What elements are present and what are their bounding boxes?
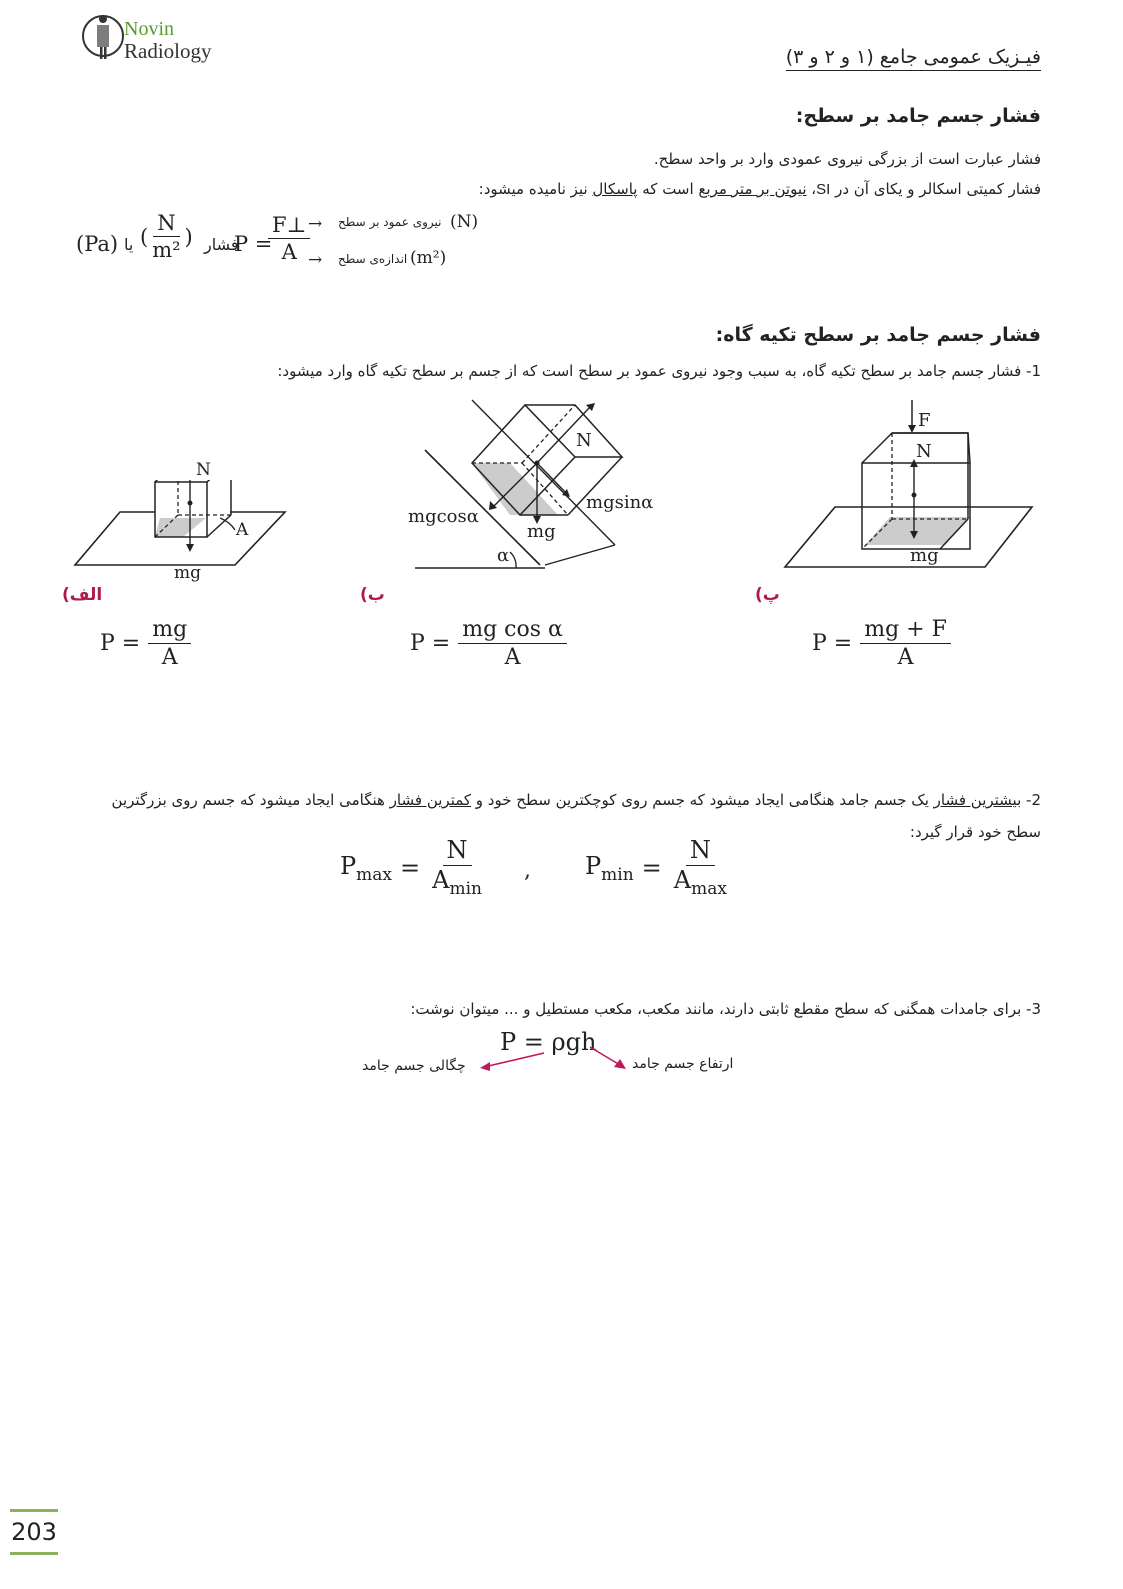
rho-arrows <box>478 1043 638 1083</box>
f-den: A <box>161 645 178 671</box>
page-number: 203 <box>10 1509 58 1555</box>
fig-pe-F: F <box>918 410 931 431</box>
logo-line1: Novin <box>124 18 174 40</box>
section1-title: فشار جسم جامد بر سطح: <box>795 105 1041 127</box>
force-unit: (N) <box>450 212 479 232</box>
min-pressure-term: کمترین فشار <box>389 791 472 809</box>
unit-num: N <box>153 212 179 237</box>
logo <box>80 10 230 66</box>
fig-alef-N: N <box>196 460 211 480</box>
contact-area <box>155 518 206 537</box>
fig-pe-formula <box>812 618 951 669</box>
fig-be-label: ب) <box>360 585 385 605</box>
fig-alef-label: الف) <box>62 585 103 605</box>
fashar-word: فشار <box>204 235 239 254</box>
max-pressure-term: بیشترین فشار <box>933 791 1022 809</box>
fig-alef-A: A <box>236 520 249 540</box>
pascal-term: پاسکال <box>592 180 638 198</box>
pmin-lhs: $P_{min}$ <box>585 852 634 885</box>
f-num: mg + F <box>860 618 951 644</box>
logo-emblem-icon <box>80 10 126 64</box>
item2-line2: سطح خود قرار گیرد: <box>909 823 1041 841</box>
pmax-formula <box>340 838 486 899</box>
arrow-icon: → <box>308 214 323 234</box>
si-label: SI <box>816 181 831 198</box>
line2-part-c: است که <box>637 180 699 198</box>
f-lhs: P = <box>812 631 853 657</box>
area-desc: اندازه‌ی سطح <box>338 252 408 266</box>
fig-be-N: N <box>576 430 592 451</box>
section1-line2 <box>479 180 1041 198</box>
item2-text <box>81 784 1041 848</box>
ya-word: یا <box>124 235 134 254</box>
fig-be-formula <box>410 618 567 669</box>
pmin-num: N <box>686 838 715 866</box>
fig-alef-mg: mg <box>174 563 202 583</box>
pmax-den: $A_{min}$ <box>432 866 482 899</box>
fig-be-mgsin: mgsinα <box>586 492 654 513</box>
rho-gh-formula: P = ρgh <box>500 1028 597 1056</box>
f-num: mg <box>148 618 191 644</box>
fig-be-alpha: α <box>497 545 510 566</box>
item2-part-b: یک جسم جامد هنگامی ایجاد میشود که جسم روی کوچکترین سطح خود و <box>471 791 934 809</box>
p-equals: P = <box>234 232 273 256</box>
fig-pe-N: N <box>916 441 932 462</box>
item2-num: 2- <box>1021 791 1041 809</box>
line2-part-a: فشار کمیتی اسکالر و یکای آن در <box>830 180 1041 198</box>
item1-text: 1- فشار جسم جامد بر سطح تکیه گاه، به سبب وجود نیروی عمود بر سطح است که از جسم بر سطح تکیه گاه وارد میشود: <box>277 362 1041 380</box>
section1-line1: فشار عبارت است از بزرگی نیروی عمودی وارد بر واحد سطح. <box>653 150 1041 168</box>
area-unit: (m²) <box>410 248 447 268</box>
h-label: ارتفاع جسم جامد <box>632 1056 734 1072</box>
fig-be-mg: mg <box>527 521 556 542</box>
f-den: A <box>897 645 914 671</box>
fig-alef-formula <box>100 618 191 669</box>
section2-title: فشار جسم جامد بر سطح تکیه گاه: <box>715 324 1041 346</box>
formula-separator: , <box>524 858 531 883</box>
book-title: فیـزیک عمومی جامع (۱ و ۲ و ۳) <box>786 46 1041 71</box>
force-area-fraction <box>268 214 310 263</box>
pmax-lhs: $P_{max}$ <box>340 852 392 885</box>
a-denom: A <box>281 240 297 265</box>
f-lhs: P = <box>410 631 451 657</box>
item3-text: 3- برای جامدات همگنی که سطح مقطع ثابتی دارند، مانند مکعب، مکعب مستطیل و ... میتوان نوشت: <box>410 1000 1041 1018</box>
f-den: A <box>504 645 521 671</box>
item2-part-c: هنگامی ایجاد میشود که جسم روی بزرگترین <box>111 791 390 809</box>
line2-part-b: ، <box>806 180 817 198</box>
pmax-eq: = <box>400 854 421 883</box>
unit-newton-per-m2: نیوتن بر متر مربع <box>698 180 807 198</box>
figure-be-diagram <box>400 395 660 575</box>
fig-be-mgcos: mgcosα <box>408 506 479 527</box>
unit-den: m² <box>152 238 181 263</box>
f-num: mg cos α <box>458 618 567 644</box>
fig-pe-label: پ) <box>755 585 780 605</box>
pressure-definition-formula <box>76 210 496 280</box>
rho-label: چگالی جسم جامد <box>362 1058 466 1074</box>
force-desc: نیروی عمود بر سطح <box>338 215 442 229</box>
f-lhs: P = <box>100 631 141 657</box>
fig-pe-mg: mg <box>910 545 939 566</box>
f-perp: F⊥ <box>268 214 310 239</box>
arrow-icon: → <box>308 250 323 270</box>
line2-part-d: نیز نامیده میشود: <box>478 180 593 198</box>
pmax-num: N <box>443 838 472 866</box>
pmin-formula <box>585 838 731 899</box>
unit-fraction: ( $\frac{N}{\text{m²}}$ ) <box>140 211 193 263</box>
pa-unit: (Pa) <box>76 232 119 256</box>
pmin-eq: = <box>641 854 662 883</box>
logo-line2: Radiology <box>124 39 212 63</box>
pmin-den: $A_{max}$ <box>673 866 727 899</box>
